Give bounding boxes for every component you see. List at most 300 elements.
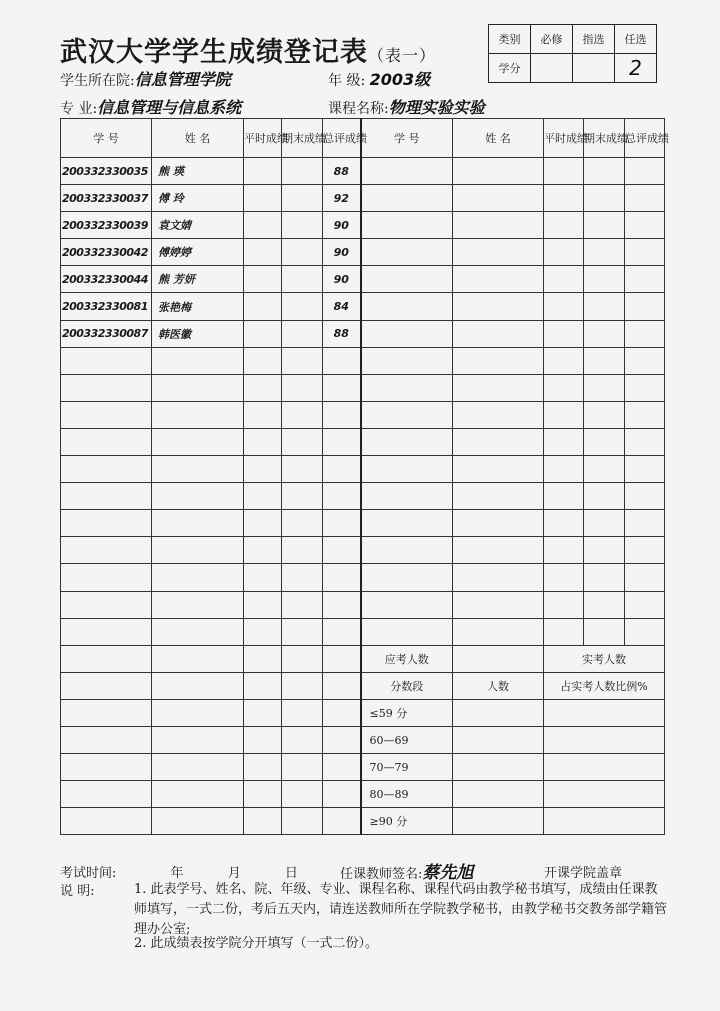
empty-cell [584, 428, 625, 455]
empty-cell [584, 266, 625, 293]
table-row [61, 699, 665, 726]
table-row [61, 428, 665, 455]
major-line [60, 95, 241, 118]
final-score-cell [282, 401, 323, 428]
student-name-cell: 熊 瑛 [152, 158, 244, 185]
credit-required-cell [531, 54, 573, 83]
column-header: 总评成绩 [323, 119, 361, 158]
total-score-cell: 90 [323, 239, 361, 266]
regular-score-cell [244, 726, 282, 753]
regular-score-cell [244, 374, 282, 401]
day-label: 日 [284, 866, 298, 881]
total-score-cell [323, 456, 361, 483]
course-label: 课程名称: [328, 101, 389, 117]
student-id-cell: 200332330044 [61, 266, 152, 293]
student-name-cell: 袁文婧 [152, 212, 244, 239]
student-name-cell [152, 618, 244, 645]
empty-cell [453, 401, 544, 428]
student-id-cell [61, 483, 152, 510]
student-name-cell [152, 808, 244, 835]
total-score-cell [323, 510, 361, 537]
final-score-cell [282, 591, 323, 618]
empty-cell [361, 483, 453, 510]
empty-cell [361, 266, 453, 293]
table-row [61, 374, 665, 401]
actual-count-label: 实考人数 [544, 645, 665, 672]
table-row [61, 537, 665, 564]
total-score-cell: 88 [323, 320, 361, 347]
ratio-header: 占实考人数比例% [544, 672, 665, 699]
empty-cell [453, 456, 544, 483]
category-box [488, 24, 657, 83]
empty-cell [453, 591, 544, 618]
final-score-cell [282, 374, 323, 401]
total-score-cell [323, 537, 361, 564]
score-range-cell: 80—89 [361, 781, 453, 808]
empty-cell [544, 591, 584, 618]
student-id-cell [61, 374, 152, 401]
empty-cell [453, 428, 544, 455]
student-id-cell [61, 456, 152, 483]
final-score-cell [282, 699, 323, 726]
final-score-cell [282, 618, 323, 645]
column-header: 期末成绩 [282, 119, 323, 158]
empty-cell [625, 374, 665, 401]
regular-score-cell [244, 185, 282, 212]
table-row [61, 293, 665, 320]
final-score-cell [282, 754, 323, 781]
credit-designated-cell [573, 54, 615, 83]
regular-score-cell [244, 239, 282, 266]
empty-cell [584, 537, 625, 564]
column-header: 姓 名 [453, 119, 544, 158]
student-name-cell [152, 699, 244, 726]
final-score-cell [282, 239, 323, 266]
empty-cell [361, 185, 453, 212]
student-name-cell [152, 347, 244, 374]
count-header: 人数 [453, 672, 544, 699]
empty-cell [361, 428, 453, 455]
total-score-cell [323, 347, 361, 374]
final-score-cell [282, 537, 323, 564]
empty-cell [453, 212, 544, 239]
expected-count-label: 应考人数 [361, 645, 453, 672]
student-id-cell: 200332330035 [61, 158, 152, 185]
regular-score-cell [244, 672, 282, 699]
empty-cell [453, 537, 544, 564]
total-score-cell [323, 672, 361, 699]
student-id-cell: 200332330039 [61, 212, 152, 239]
empty-cell [584, 483, 625, 510]
empty-cell [361, 537, 453, 564]
table-row [61, 320, 665, 347]
empty-cell [544, 483, 584, 510]
table-header-row [61, 119, 665, 158]
student-name-cell [152, 428, 244, 455]
empty-cell [361, 591, 453, 618]
grade-label: 年 级: [328, 73, 366, 89]
student-id-cell: 200332330087 [61, 320, 152, 347]
regular-score-cell [244, 401, 282, 428]
final-score-cell [282, 185, 323, 212]
column-header: 学 号 [361, 119, 453, 158]
empty-cell [361, 320, 453, 347]
total-score-cell [323, 591, 361, 618]
college-stamp-label: 开课学院盖章 [544, 866, 623, 881]
range-count-cell [453, 726, 544, 753]
range-ratio-cell [544, 699, 665, 726]
regular-score-cell [244, 591, 282, 618]
student-id-cell: 200332330037 [61, 185, 152, 212]
empty-cell [625, 293, 665, 320]
regular-score-cell [244, 645, 282, 672]
student-id-cell [61, 754, 152, 781]
empty-cell [544, 401, 584, 428]
empty-cell [453, 618, 544, 645]
column-header: 学 号 [61, 119, 152, 158]
empty-cell [544, 293, 584, 320]
empty-cell [584, 564, 625, 591]
empty-cell [361, 347, 453, 374]
table-row [61, 401, 665, 428]
total-score-cell: 88 [323, 158, 361, 185]
student-id-cell [61, 726, 152, 753]
empty-cell [361, 456, 453, 483]
empty-cell [453, 293, 544, 320]
empty-cell [584, 212, 625, 239]
total-score-cell [323, 564, 361, 591]
form-title: 武汉大学学生成绩登记表 [60, 37, 368, 68]
grades-table [60, 118, 669, 835]
regular-score-cell [244, 428, 282, 455]
empty-cell [361, 212, 453, 239]
course-value: 物理实验实验 [388, 98, 485, 117]
exam-time-line [60, 862, 298, 881]
grade-value: 2003级 [369, 70, 431, 89]
final-score-cell [282, 483, 323, 510]
range-ratio-cell [544, 726, 665, 753]
column-header: 平时成绩 [244, 119, 282, 158]
table-row [61, 266, 665, 293]
category-designated-elective: 指选 [573, 25, 615, 54]
column-header: 总评成绩 [625, 119, 665, 158]
empty-cell [584, 510, 625, 537]
score-range-cell: 70—79 [361, 754, 453, 781]
empty-cell [453, 347, 544, 374]
student-name-cell [152, 591, 244, 618]
note-1: 1. 此表学号、姓名、院、年级、专业、课程名称、课程代码由教学秘书填写，成绩由任课教师填写，一式二份，考后五天内，请连送教师所在学院教学秘书，由教学秘书交教务部学籍管理办公室; [134, 882, 668, 937]
exam-time-label: 考试时间: [60, 866, 117, 881]
empty-cell [625, 347, 665, 374]
score-range-cell: ≤59 分 [361, 699, 453, 726]
empty-cell [625, 428, 665, 455]
final-score-cell [282, 456, 323, 483]
college-value: 信息管理学院 [134, 70, 231, 89]
range-ratio-cell [544, 808, 665, 835]
table-row [61, 618, 665, 645]
regular-score-cell [244, 456, 282, 483]
teacher-signature: 蔡先旭 [422, 863, 474, 883]
empty-cell [544, 618, 584, 645]
empty-cell [544, 537, 584, 564]
student-id-cell [61, 591, 152, 618]
regular-score-cell [244, 781, 282, 808]
empty-cell [584, 293, 625, 320]
table-row [61, 239, 665, 266]
empty-cell [453, 185, 544, 212]
regular-score-cell [244, 618, 282, 645]
final-score-cell [282, 564, 323, 591]
total-score-cell [323, 808, 361, 835]
student-id-cell [61, 645, 152, 672]
empty-cell [544, 456, 584, 483]
empty-cell [361, 564, 453, 591]
empty-cell [625, 456, 665, 483]
total-score-cell [323, 618, 361, 645]
empty-cell [584, 591, 625, 618]
student-name-cell [152, 645, 244, 672]
empty-cell [625, 212, 665, 239]
total-score-cell [323, 483, 361, 510]
empty-cell [584, 185, 625, 212]
total-score-cell [323, 781, 361, 808]
regular-score-cell [244, 808, 282, 835]
total-score-cell [323, 726, 361, 753]
year-label: 年 [170, 866, 184, 881]
empty-cell [544, 266, 584, 293]
table-row [61, 483, 665, 510]
empty-cell [453, 158, 544, 185]
regular-score-cell [244, 347, 282, 374]
student-id-cell [61, 347, 152, 374]
range-ratio-cell [544, 754, 665, 781]
table-row [61, 781, 665, 808]
student-id-cell [61, 699, 152, 726]
student-id-cell [61, 401, 152, 428]
student-name-cell: 熊 芳妍 [152, 266, 244, 293]
empty-cell [625, 618, 665, 645]
empty-cell [453, 320, 544, 347]
student-name-cell [152, 537, 244, 564]
final-score-cell [282, 428, 323, 455]
final-score-cell [282, 158, 323, 185]
student-id-cell [61, 428, 152, 455]
regular-score-cell [244, 320, 282, 347]
final-score-cell [282, 645, 323, 672]
student-id-cell [61, 564, 152, 591]
student-name-cell [152, 483, 244, 510]
student-name-cell [152, 456, 244, 483]
credit-value: 2 [615, 54, 657, 83]
grade-line [328, 67, 430, 90]
student-name-cell [152, 510, 244, 537]
table-row [61, 808, 665, 835]
regular-score-cell [244, 699, 282, 726]
student-name-cell [152, 564, 244, 591]
empty-cell [453, 510, 544, 537]
student-name-cell [152, 374, 244, 401]
empty-cell [625, 320, 665, 347]
table-row [61, 212, 665, 239]
student-name-cell: 韩医徽 [152, 320, 244, 347]
table-row [61, 564, 665, 591]
score-range-cell: 60—69 [361, 726, 453, 753]
empty-cell [625, 564, 665, 591]
empty-cell [361, 618, 453, 645]
major-label: 专 业: [60, 101, 98, 117]
final-score-cell [282, 808, 323, 835]
column-header: 姓 名 [152, 119, 244, 158]
final-score-cell [282, 781, 323, 808]
major-value: 信息管理与信息系统 [97, 98, 242, 117]
empty-cell [544, 347, 584, 374]
empty-cell [625, 239, 665, 266]
empty-cell [544, 428, 584, 455]
empty-cell [453, 239, 544, 266]
final-score-cell [282, 212, 323, 239]
empty-cell [361, 510, 453, 537]
empty-cell [584, 239, 625, 266]
regular-score-cell [244, 158, 282, 185]
empty-cell [625, 158, 665, 185]
student-name-cell [152, 672, 244, 699]
column-header: 期末成绩 [584, 119, 625, 158]
regular-score-cell [244, 537, 282, 564]
final-score-cell [282, 293, 323, 320]
empty-cell [584, 158, 625, 185]
student-id-cell [61, 510, 152, 537]
final-score-cell [282, 510, 323, 537]
empty-cell [544, 320, 584, 347]
student-name-cell: 傅 玲 [152, 185, 244, 212]
student-name-cell [152, 781, 244, 808]
total-score-cell: 90 [323, 212, 361, 239]
empty-cell [361, 158, 453, 185]
regular-score-cell [244, 564, 282, 591]
empty-cell [584, 456, 625, 483]
total-score-cell [323, 374, 361, 401]
total-score-cell [323, 645, 361, 672]
empty-cell [361, 239, 453, 266]
empty-cell [625, 401, 665, 428]
range-count-cell [453, 781, 544, 808]
table-row [61, 672, 665, 699]
empty-cell [544, 510, 584, 537]
table-row [61, 591, 665, 618]
empty-cell [453, 374, 544, 401]
note-2: 2. 此成绩表按学院分开填写（一式二份）。 [134, 936, 379, 951]
empty-cell [453, 564, 544, 591]
total-score-cell: 84 [323, 293, 361, 320]
student-id-cell [61, 537, 152, 564]
college-line [60, 67, 231, 90]
final-score-cell [282, 266, 323, 293]
final-score-cell [282, 672, 323, 699]
regular-score-cell [244, 510, 282, 537]
table-row [61, 726, 665, 753]
empty-cell [544, 564, 584, 591]
empty-cell [544, 374, 584, 401]
table-row [61, 645, 665, 672]
regular-score-cell [244, 483, 282, 510]
total-score-cell [323, 428, 361, 455]
empty-cell [625, 537, 665, 564]
range-count-cell [453, 808, 544, 835]
regular-score-cell [244, 212, 282, 239]
table-row [61, 510, 665, 537]
empty-cell [453, 266, 544, 293]
final-score-cell [282, 320, 323, 347]
empty-cell [584, 401, 625, 428]
regular-score-cell [244, 293, 282, 320]
form-title-suffix: （表一） [368, 46, 437, 65]
student-id-cell: 200332330081 [61, 293, 152, 320]
student-name-cell [152, 754, 244, 781]
empty-cell [361, 374, 453, 401]
table-row [61, 754, 665, 781]
student-id-cell [61, 618, 152, 645]
table-row [61, 456, 665, 483]
student-name-cell: 傅婷婷 [152, 239, 244, 266]
empty-cell [544, 158, 584, 185]
final-score-cell [282, 347, 323, 374]
credit-label: 学分 [489, 54, 531, 83]
student-id-cell [61, 781, 152, 808]
student-id-cell [61, 808, 152, 835]
empty-cell [584, 320, 625, 347]
teacher-label: 任课教师签名: [340, 867, 423, 882]
range-count-cell [453, 754, 544, 781]
empty-cell [453, 483, 544, 510]
empty-cell [584, 374, 625, 401]
empty-cell [544, 212, 584, 239]
empty-cell [584, 618, 625, 645]
course-line [328, 95, 485, 118]
range-count-cell [453, 699, 544, 726]
notes-label: 说 明: [60, 884, 95, 899]
empty-cell [544, 185, 584, 212]
regular-score-cell [244, 754, 282, 781]
empty-cell [361, 293, 453, 320]
page-title [60, 30, 436, 69]
student-name-cell [152, 401, 244, 428]
table-row [61, 185, 665, 212]
score-range-header: 分数段 [361, 672, 453, 699]
empty-cell [625, 591, 665, 618]
empty-cell [544, 239, 584, 266]
category-label: 类别 [489, 25, 531, 54]
empty-cell [625, 510, 665, 537]
table-row [61, 347, 665, 374]
regular-score-cell [244, 266, 282, 293]
total-score-cell: 90 [323, 266, 361, 293]
total-score-cell: 92 [323, 185, 361, 212]
category-free-elective: 任选 [615, 25, 657, 54]
student-name-cell: 张艳梅 [152, 293, 244, 320]
total-score-cell [323, 754, 361, 781]
empty-cell [584, 347, 625, 374]
student-name-cell [152, 726, 244, 753]
range-ratio-cell [544, 781, 665, 808]
table-row [61, 158, 665, 185]
empty-cell [361, 401, 453, 428]
final-score-cell [282, 726, 323, 753]
student-id-cell: 200332330042 [61, 239, 152, 266]
student-id-cell [61, 672, 152, 699]
total-score-cell [323, 401, 361, 428]
month-label: 月 [227, 866, 241, 881]
empty-cell [625, 266, 665, 293]
